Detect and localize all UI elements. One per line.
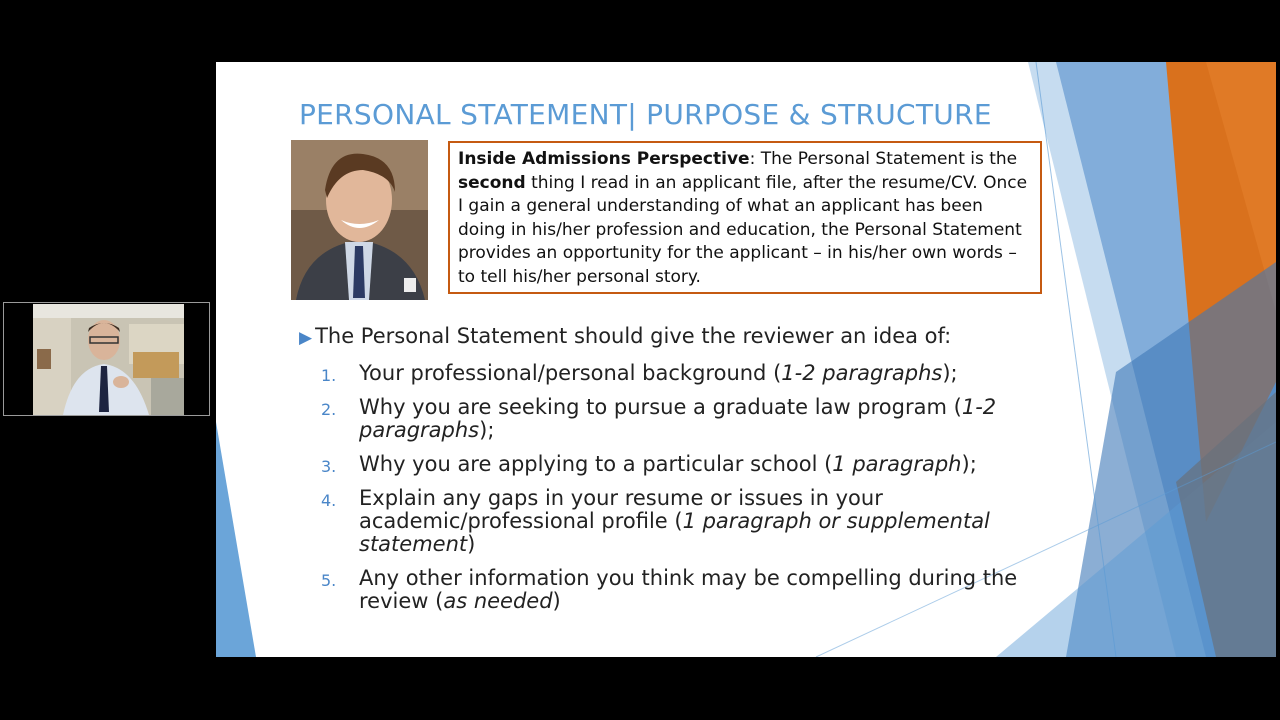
item-emphasis: 1 paragraph or supplemental statement [359, 509, 990, 556]
item-emphasis: 1-2 paragraphs [359, 395, 997, 442]
admissions-perspective-box [448, 141, 1042, 294]
item-emphasis: 1 paragraph [832, 452, 962, 476]
list-item [299, 396, 1039, 442]
intro-text: The Personal Statement should give the reviewer an idea of: [315, 324, 952, 348]
bullet-arrow-icon: ▶ [299, 328, 313, 348]
item-number: 1. [321, 366, 337, 385]
presenter-video [33, 304, 184, 415]
item-number: 2. [321, 400, 337, 419]
item-text: Why you are seeking to pursue a graduate law program ( [359, 395, 962, 419]
list-item [299, 453, 1039, 476]
item-text: Why you are applying to a particular school ( [359, 452, 833, 476]
item-text: Your professional/personal background ( [359, 361, 782, 385]
item-end: ); [942, 361, 958, 385]
perspective-text-1: : The Personal Statement is the [749, 149, 1018, 169]
item-emphasis: 1-2 paragraphs [781, 361, 943, 385]
list-item [299, 567, 1039, 613]
item-emphasis: as needed [443, 589, 553, 613]
points-list [299, 362, 1039, 624]
perspective-heading: Inside Admissions Perspective [458, 149, 750, 169]
item-end: ); [961, 452, 977, 476]
perspective-text-2: thing I read in an applicant file, after the resume/CV. Once I gain a general understanding of what an applicant has been doing in his/her profession and education, the Personal Statement provides an opportunity for the applicant – in his/her own words – to tell his/her personal story. [458, 172, 1028, 287]
item-number: 5. [321, 571, 337, 590]
perspective-bold: second [458, 172, 526, 193]
profile-photo [291, 140, 428, 300]
webcam-overlay [3, 302, 210, 416]
list-item [299, 362, 1039, 385]
item-text: Any other information you think may be compelling during the review ( [359, 566, 1018, 613]
item-end: ) [552, 589, 561, 613]
item-number: 3. [321, 457, 337, 476]
intro-bullet [299, 324, 951, 348]
item-end: ) [467, 532, 476, 556]
slide-title: PERSONAL STATEMENT| PURPOSE & STRUCTURE [299, 98, 992, 131]
presentation-slide [216, 62, 1276, 657]
item-number: 4. [321, 491, 337, 510]
item-end: ); [479, 418, 495, 442]
list-item [299, 487, 1039, 556]
item-text: Explain any gaps in your resume or issues in your academic/professional profile ( [359, 486, 883, 533]
